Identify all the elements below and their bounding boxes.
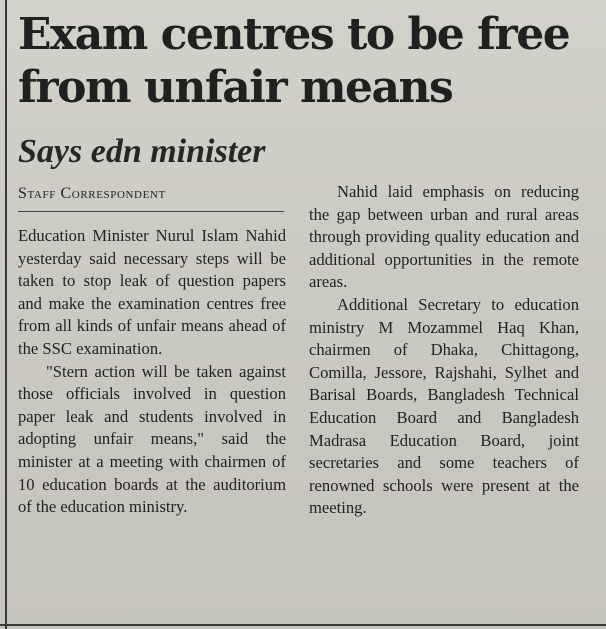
bottom-rule [0,624,606,626]
article-column-2 [309,181,579,520]
left-column-rule [5,0,7,629]
headline-line-2: from unfair means [18,62,453,113]
article-column-1 [18,225,286,519]
headline [18,8,598,114]
subheadline: Says edn minister [18,133,266,170]
byline-divider [18,211,284,212]
byline: Staff Correspondent [18,185,166,202]
headline-line-1: Exam centres to be free [18,9,570,60]
paragraph-4: Additional Secretary to education ministry M Mozammel Haq Khan, chairmen of Dhaka, Chittagong, Comilla, Jessore, Rajshahi, Sylhet and Barisal Boards, Bangladesh Technical Education Board and Bangladesh Madrasa Education Board, joint secretaries and some teachers of renowned schools were present at the meeting. [309,294,579,518]
paragraph-2: "Stern action will be taken against those officials involved in question paper leak and students involved in adopting unfair means," said the minister at a meeting with chairmen of 10 education boards at the auditorium of the education ministry. [18,361,286,517]
paragraph-3: Nahid laid emphasis on reducing the gap between urban and rural areas through providing quality education and additional opportunities in the remote areas. [309,182,579,292]
paragraph-1: Education Minister Nurul Islam Nahid yesterday said necessary steps will be taken to stop leak of question papers and make the examination centres free from all kinds of unfair means ahead of the SSC examination. [18,226,286,358]
